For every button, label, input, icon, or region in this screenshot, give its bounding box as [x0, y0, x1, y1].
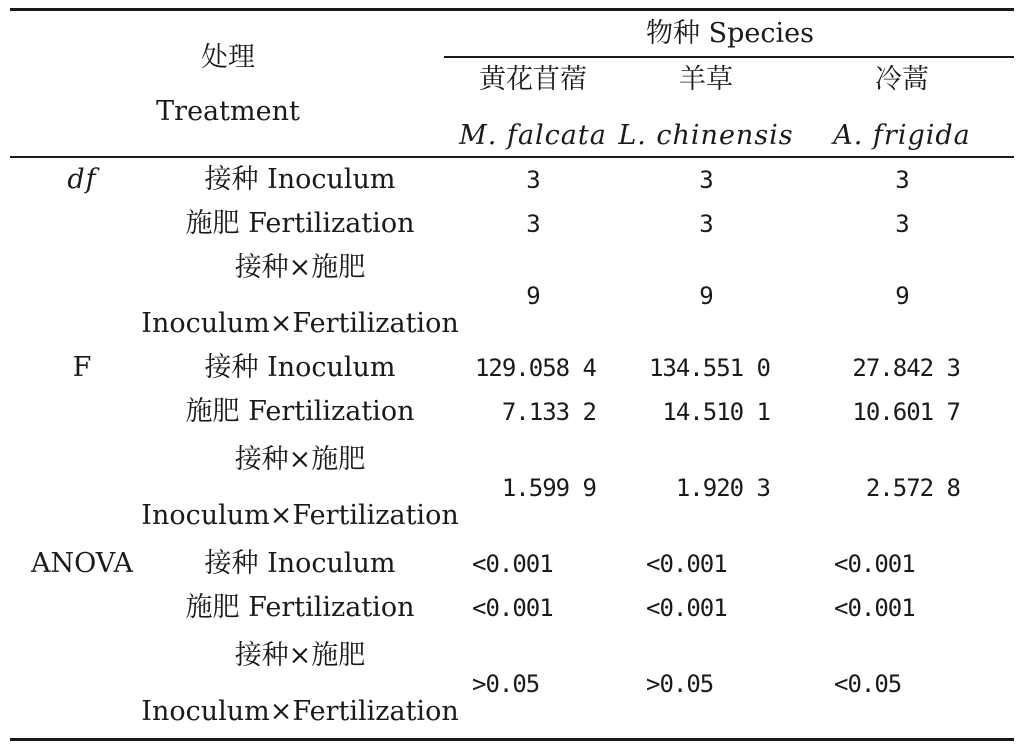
species-cn-3: 冷蒿	[875, 64, 929, 95]
group-label-anova: ANOVA	[31, 548, 133, 579]
cell-value: 3	[526, 166, 540, 194]
cell-value: 7.133 2	[501, 398, 596, 426]
cell-value: <0.001	[472, 550, 553, 578]
cell-value: <0.05	[834, 670, 902, 698]
species-cn-1: 黄花苜蓿	[479, 64, 587, 95]
header-rule	[10, 156, 1014, 158]
cell-value: 27.842 3	[852, 354, 960, 382]
treatment-label-en: Inoculum×Fertilization	[141, 696, 459, 727]
cell-value: 3	[699, 210, 713, 238]
species-latin-1: M. falcata	[459, 120, 607, 151]
cell-value: >0.05	[472, 670, 540, 698]
treatment-label: 施肥 Fertilization	[185, 396, 415, 427]
top-rule	[10, 8, 1014, 11]
species-group-header: 物种 Species	[646, 18, 814, 49]
cell-value: 2.572 8	[865, 474, 960, 502]
treatment-label: 施肥 Fertilization	[185, 208, 415, 239]
treatment-label: 接种 Inoculum	[204, 164, 396, 195]
cell-value: 9	[526, 282, 540, 310]
cell-value: 3	[526, 210, 540, 238]
cell-value: 1.599 9	[501, 474, 596, 502]
treatment-label: 施肥 Fertilization	[185, 592, 415, 623]
cell-value: >0.05	[646, 670, 714, 698]
treatment-label-en: Inoculum×Fertilization	[141, 500, 459, 531]
cell-value: <0.001	[834, 550, 915, 578]
treatment-label-cn: 接种×施肥	[234, 640, 366, 671]
cell-value: <0.001	[646, 594, 727, 622]
cell-value: 134.551 0	[648, 354, 770, 382]
cell-value: 1.920 3	[675, 474, 770, 502]
treatment-label-en: Inoculum×Fertilization	[141, 308, 459, 339]
treatment-label-cn: 接种×施肥	[234, 444, 366, 475]
cell-value: 9	[699, 282, 713, 310]
cell-value: <0.001	[472, 594, 553, 622]
cell-value: 9	[895, 282, 909, 310]
treatment-label: 接种 Inoculum	[204, 352, 396, 383]
treatment-header-en: Treatment	[156, 96, 300, 127]
treatment-label-cn: 接种×施肥	[234, 252, 366, 283]
treatment-label: 接种 Inoculum	[204, 548, 396, 579]
bottom-rule	[10, 738, 1014, 741]
cell-value: <0.001	[646, 550, 727, 578]
cell-value: 3	[699, 166, 713, 194]
cell-value: 3	[895, 210, 909, 238]
cell-value: <0.001	[834, 594, 915, 622]
treatment-header-cn: 处理	[201, 42, 255, 73]
cell-value: 129.058 4	[474, 354, 596, 382]
species-latin-3: A. frigida	[833, 120, 971, 151]
group-label-df: df	[67, 164, 97, 195]
species-rule	[444, 56, 1014, 58]
cell-value: 10.601 7	[852, 398, 960, 426]
species-cn-2: 羊草	[679, 64, 733, 95]
cell-value: 14.510 1	[662, 398, 770, 426]
group-label-f: F	[72, 352, 92, 383]
cell-value: 3	[895, 166, 909, 194]
species-latin-2: L. chinensis	[618, 120, 794, 151]
